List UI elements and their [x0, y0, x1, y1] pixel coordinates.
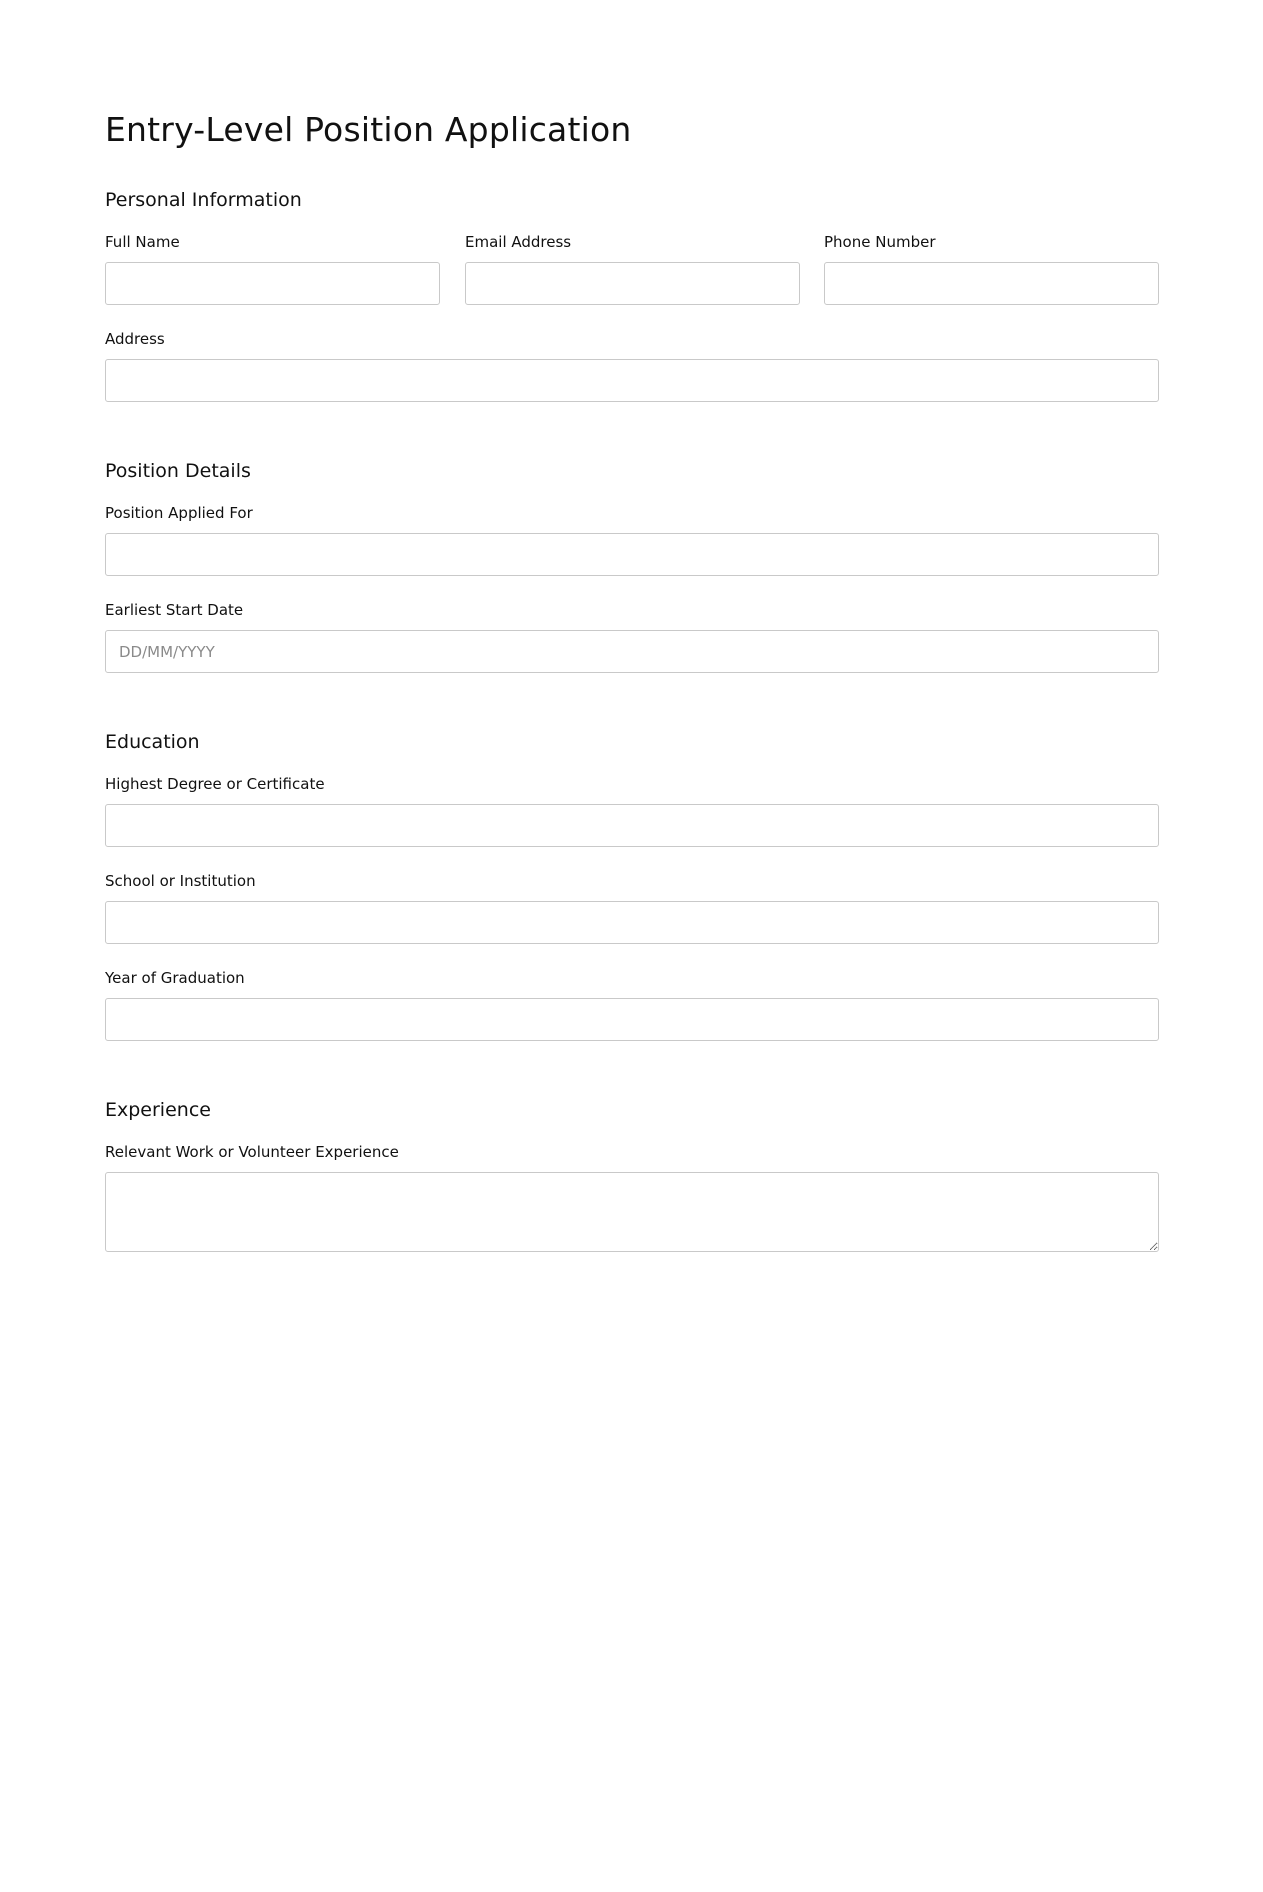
page-title: Entry-Level Position Application — [105, 110, 632, 149]
position-applied-for-input[interactable] — [105, 533, 1159, 576]
phone-number-label: Phone Number — [824, 233, 936, 251]
section-heading-experience: Experience — [105, 1099, 211, 1121]
earliest-start-date-label: Earliest Start Date — [105, 601, 244, 619]
email-address-input[interactable] — [465, 262, 800, 305]
section-heading-personal-information: Personal Information — [105, 189, 302, 211]
section-heading-education: Education — [105, 731, 200, 753]
relevant-experience-label: Relevant Work or Volunteer Experience — [105, 1143, 399, 1161]
graduation-year-label: Year of Graduation — [105, 969, 245, 987]
full-name-label: Full Name — [105, 233, 180, 251]
full-name-input[interactable] — [105, 262, 440, 305]
position-applied-for-label: Position Applied For — [105, 504, 253, 522]
highest-degree-input[interactable] — [105, 804, 1159, 847]
school-label: School or Institution — [105, 872, 256, 890]
section-heading-position-details: Position Details — [105, 460, 251, 482]
school-input[interactable] — [105, 901, 1159, 944]
address-label: Address — [105, 330, 165, 348]
graduation-year-input[interactable] — [105, 998, 1159, 1041]
earliest-start-date-input[interactable] — [105, 630, 1159, 673]
phone-number-input[interactable] — [824, 262, 1159, 305]
address-input[interactable] — [105, 359, 1159, 402]
relevant-experience-textarea[interactable] — [105, 1172, 1159, 1252]
email-address-label: Email Address — [465, 233, 572, 251]
highest-degree-label: Highest Degree or Certificate — [105, 775, 325, 793]
